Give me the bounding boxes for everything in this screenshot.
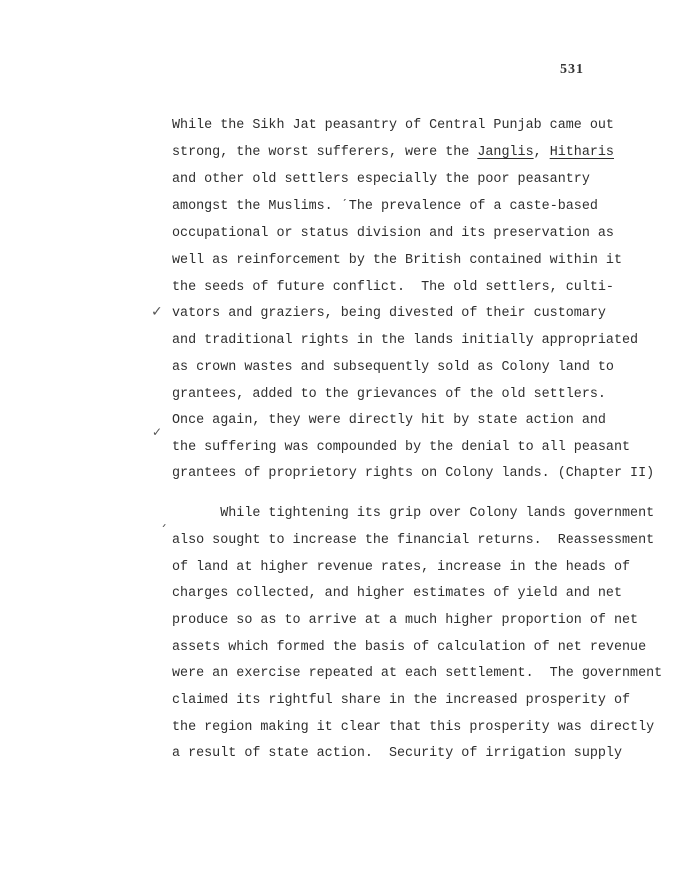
- text-line: Once again, they were directly hit by state action and: [172, 413, 606, 428]
- text-line: were an exercise repeated at each settlement. The government: [172, 666, 663, 681]
- margin-tick-mark: ˊ: [160, 524, 167, 540]
- text-line: the suffering was compounded by the denial to all peasant: [172, 440, 631, 455]
- text-fragment: The prevalence of a caste-based: [348, 199, 598, 214]
- text-line: claimed its rightful share in the increased prosperity of: [172, 693, 631, 708]
- text-line: grantees of proprietory rights on Colony lands. (Chapter II): [172, 466, 655, 481]
- text-fragment: strong, the worst sufferers, were the: [172, 145, 478, 160]
- text-line: While the Sikh Jat peasantry of Central Punjab came out: [172, 118, 614, 133]
- text-line: grantees, added to the grievances of the old settlers.: [172, 387, 606, 402]
- underlined-term: Hitharis: [549, 145, 614, 160]
- text-line: a result of state action. Security of irrigation supply: [172, 746, 622, 761]
- text-fragment: ,: [533, 145, 550, 160]
- text-line: While tightening its grip over Colony lands government: [172, 506, 655, 521]
- text-line: of land at higher revenue rates, increase in the heads of: [172, 560, 631, 575]
- text-line: [172, 197, 598, 217]
- page-number: 531: [560, 62, 584, 77]
- text-line: assets which formed the basis of calculation of net revenue: [172, 640, 647, 655]
- tick-mark: ˊ: [340, 199, 349, 214]
- text-line: occupational or status division and its preservation as: [172, 226, 614, 241]
- text-line: and other old settlers especially the poor peasantry: [172, 172, 590, 187]
- text-line: charges collected, and higher estimates of yield and net: [172, 586, 622, 601]
- text-line: well as reinforcement by the British contained within it: [172, 253, 622, 268]
- text-line: vators and graziers, being divested of their customary: [172, 306, 606, 321]
- text-line: as crown wastes and subsequently sold as Colony land to: [172, 360, 614, 375]
- text-line: and traditional rights in the lands initially appropriated: [172, 333, 639, 348]
- margin-check-mark: ✓: [152, 425, 163, 439]
- text-line: produce so as to arrive at a much higher proportion of net: [172, 613, 639, 628]
- margin-check-mark: ✓: [151, 304, 163, 320]
- underlined-term: Janglis: [477, 145, 534, 160]
- text-line: [172, 143, 614, 163]
- text-line: also sought to increase the financial returns. Reassessment: [172, 533, 655, 548]
- text-fragment: amongst the Muslims.: [172, 199, 341, 214]
- text-line: the region making it clear that this prosperity was directly: [172, 720, 655, 735]
- text-line: the seeds of future conflict. The old settlers, culti-: [172, 280, 614, 295]
